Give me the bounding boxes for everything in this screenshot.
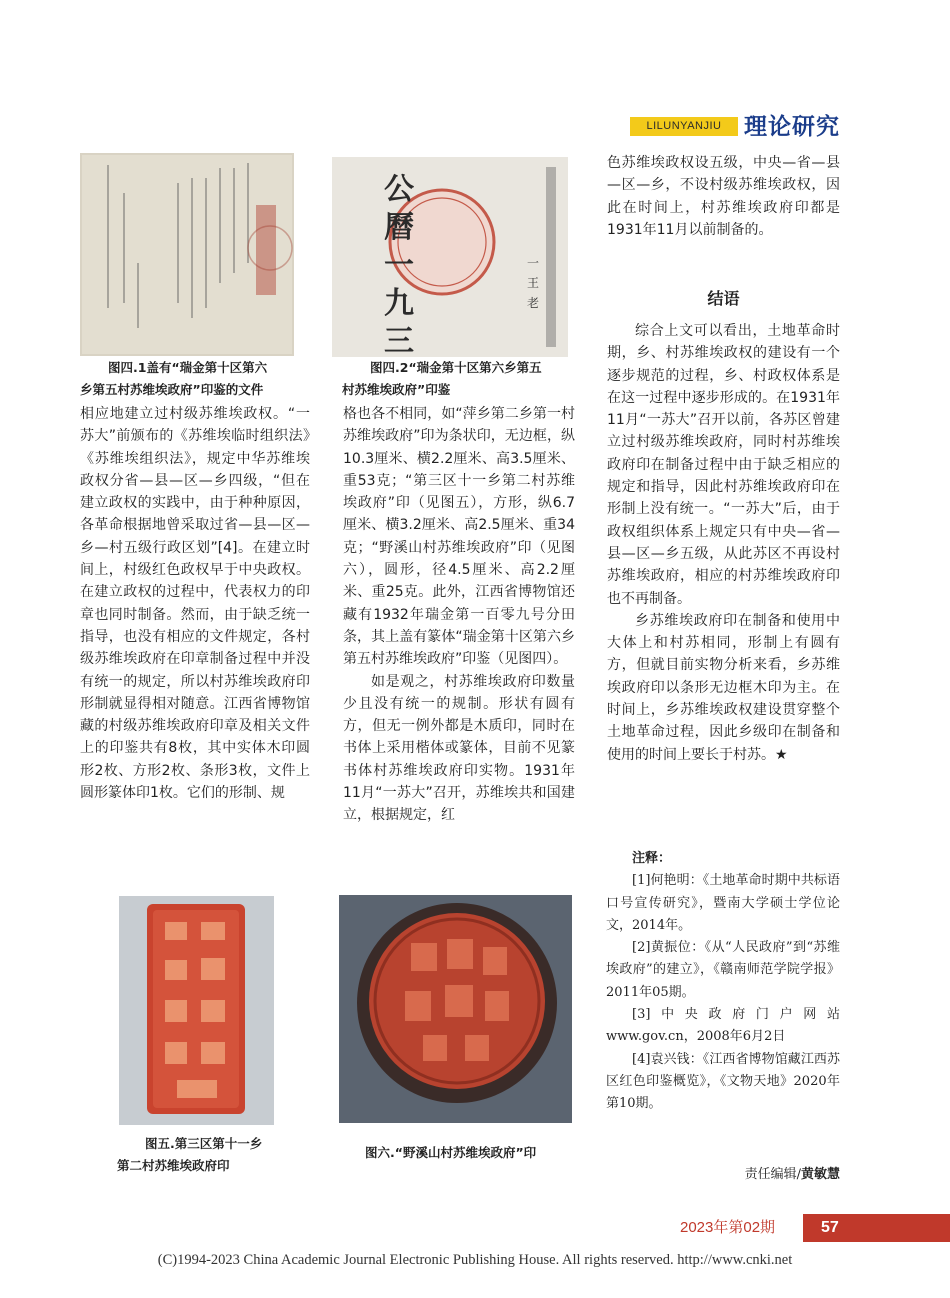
reference-item: [2]黄振位：《从“人民政府”到“苏维埃政府”的建立》，《赣南师范学院学报》2011年05期。 — [606, 940, 840, 1000]
svg-text:一王老: 一王老 — [527, 256, 540, 310]
body-paragraph: 相应地建立过村级苏维埃政权。“一苏大”前颁布的《苏维埃临时组织法》《苏维埃组织法》，规定中华苏维埃政权分省—县—区—乡四级，“但在建立政权的实践中，由于种种原因，各革命根据地曾采取过省—县—区—乡—村五级行政区划”[4]。在建立时间上，村级红色政权早于中央政权。在建立政权的过程中，代表权力的印章也同时制备。然而，由于缺乏统一指导，也没有相应的文件规定，各村级苏维埃政府在印章制备过程中并没有统一的规定，所以村苏维埃政府印形制就显得相对随意。江西省博物馆藏的村级苏维埃政府印章及相关文件上的印鉴共有8枚，其中实体木印圆形2枚、方形2枚、条形3枚，文件上圆形篆体印1枚。它们的形制、规 — [80, 406, 310, 802]
reference-item: [3]中央政府门户网站www.gov.cn，2008年6月2日 — [606, 1007, 840, 1045]
body-paragraph: 综合上文可以看出，土地革命时期，乡、村苏维埃政权的建设有一个逐步规范的过程，乡、村政权体系是在这一过程中逐步形成的。在1931年11月“一苏大”召开以前，各苏区曾建立过村级苏维埃政府，同时村苏维埃政府印在制备过程中由于缺乏相应的规定和指导，因此村苏维埃政府印在形制上没有统一。“一苏大”后，由于政权组织体系上规定只有中央—省—县—区—乡五级，从此苏区不再设村苏维埃政府，相应的村苏维埃政府印也不再制备。 — [607, 323, 840, 607]
caption-line: 图四.1盖有“瑞金第十区第六 — [108, 360, 268, 375]
caption-line: 图四.2“瑞金第十区第六乡第五 — [370, 360, 542, 375]
seal-char: 曆 — [384, 210, 414, 245]
figure-4-1-caption — [80, 357, 310, 401]
article-column-2 — [343, 403, 575, 881]
figure-6-seal-image — [339, 895, 572, 1123]
article-column-3-conclusion — [607, 320, 840, 766]
caption-line: 乡第五村苏维埃政府”印鉴的文件 — [80, 382, 264, 397]
seal-char: 一 — [384, 248, 414, 283]
body-paragraph: 格也各不相同，如“萍乡第二乡第一村苏维埃政府”印为条状印，无边框，纵10.3厘米、横2.2厘米、高3.5厘米、重53克；“第三区十一乡第二村苏维埃政府”印（见图五），方形，纵6.7厘米、横3.2厘米、高2.5厘米、重34克；“野溪山村苏维埃政府”印（见图六），圆形，径4.5厘米、高2.2厘米、重25克。此外，江西省博物馆还藏有1932年瑞金第一百零九号分田条，其上盖有篆体“瑞金第十区第六乡第五村苏维埃政府”印鉴（见图四）。 — [343, 406, 575, 668]
body-paragraph: 如是观之，村苏维埃政府印数量少且没有统一的规制。形状有圆有方，但无一例外都是木质印，同时在书体上采用楷体或篆体，目前不见篆书体村苏维埃政府印实物。1931年11月“一苏大”召开，苏维埃共和国建立，根据规定，红 — [343, 673, 575, 824]
body-paragraph: 乡苏维埃政府印在制备和使用中大体上和村苏相同，形制上有圆有方，但就目前实物分析来看，乡苏维埃政府印以条形无边框木印为主。在时间上，乡苏维埃政权建设贯穿整个土地革命过程，因此乡级印在制备和使用的时间上要长于村苏。★ — [607, 612, 840, 763]
caption-line: 村苏维埃政府”印鉴 — [342, 382, 451, 397]
seal-char: 三 — [384, 324, 414, 357]
reference-item: [4]袁兴钱：《江西省博物馆藏江西苏区红色印鉴概览》，《文物天地》2020年第10期。 — [606, 1051, 840, 1112]
editor-name: 黄敏慧 — [800, 1167, 840, 1182]
copyright-footer: (C)1994-2023 China Academic Journal Electronic Publishing House. All rights reserved. http://www.cnki.net — [157, 1252, 793, 1268]
seal-char: 公 — [384, 172, 414, 207]
journal-section-title: 理论研究 — [744, 114, 840, 140]
article-column-3-intro — [607, 152, 840, 241]
page-number: 57 — [803, 1214, 950, 1242]
journal-section-latin: LILUNYANJIU — [630, 117, 738, 136]
body-paragraph: 色苏维埃政权设五级，中央—省—县—区—乡，不设村级苏维埃政权，因此在时间上，村苏维埃政府印都是1931年11月以前制备的。 — [607, 155, 840, 238]
figure-5-caption — [117, 1133, 317, 1177]
article-column-1 — [80, 403, 310, 881]
caption-line: 第二村苏维埃政府印 — [117, 1158, 230, 1173]
references — [606, 848, 840, 1116]
reference-item: [1]何艳明：《土地革命时期中共标语口号宣传研究》，暨南大学硕士学位论文，2014年。 — [606, 873, 840, 933]
figure-4-2-seal-image — [332, 157, 568, 357]
figure-4-2-caption — [342, 357, 582, 401]
editor-label: 责任编辑/ — [744, 1167, 801, 1182]
figure-6-caption: 图六.“野溪山村苏维埃政府”印 — [365, 1145, 537, 1160]
caption-line: 图五.第三区第十一乡 — [145, 1136, 263, 1151]
figure-4-1-document-image — [80, 153, 294, 356]
issue-label: 2023年第02期 — [680, 1219, 776, 1236]
references-heading: 注释： — [632, 851, 672, 866]
responsible-editor — [745, 1163, 840, 1182]
section-heading-conclusion: 结语 — [707, 289, 740, 308]
seal-char: 九 — [384, 286, 414, 321]
figure-5-seal-image — [119, 896, 274, 1125]
